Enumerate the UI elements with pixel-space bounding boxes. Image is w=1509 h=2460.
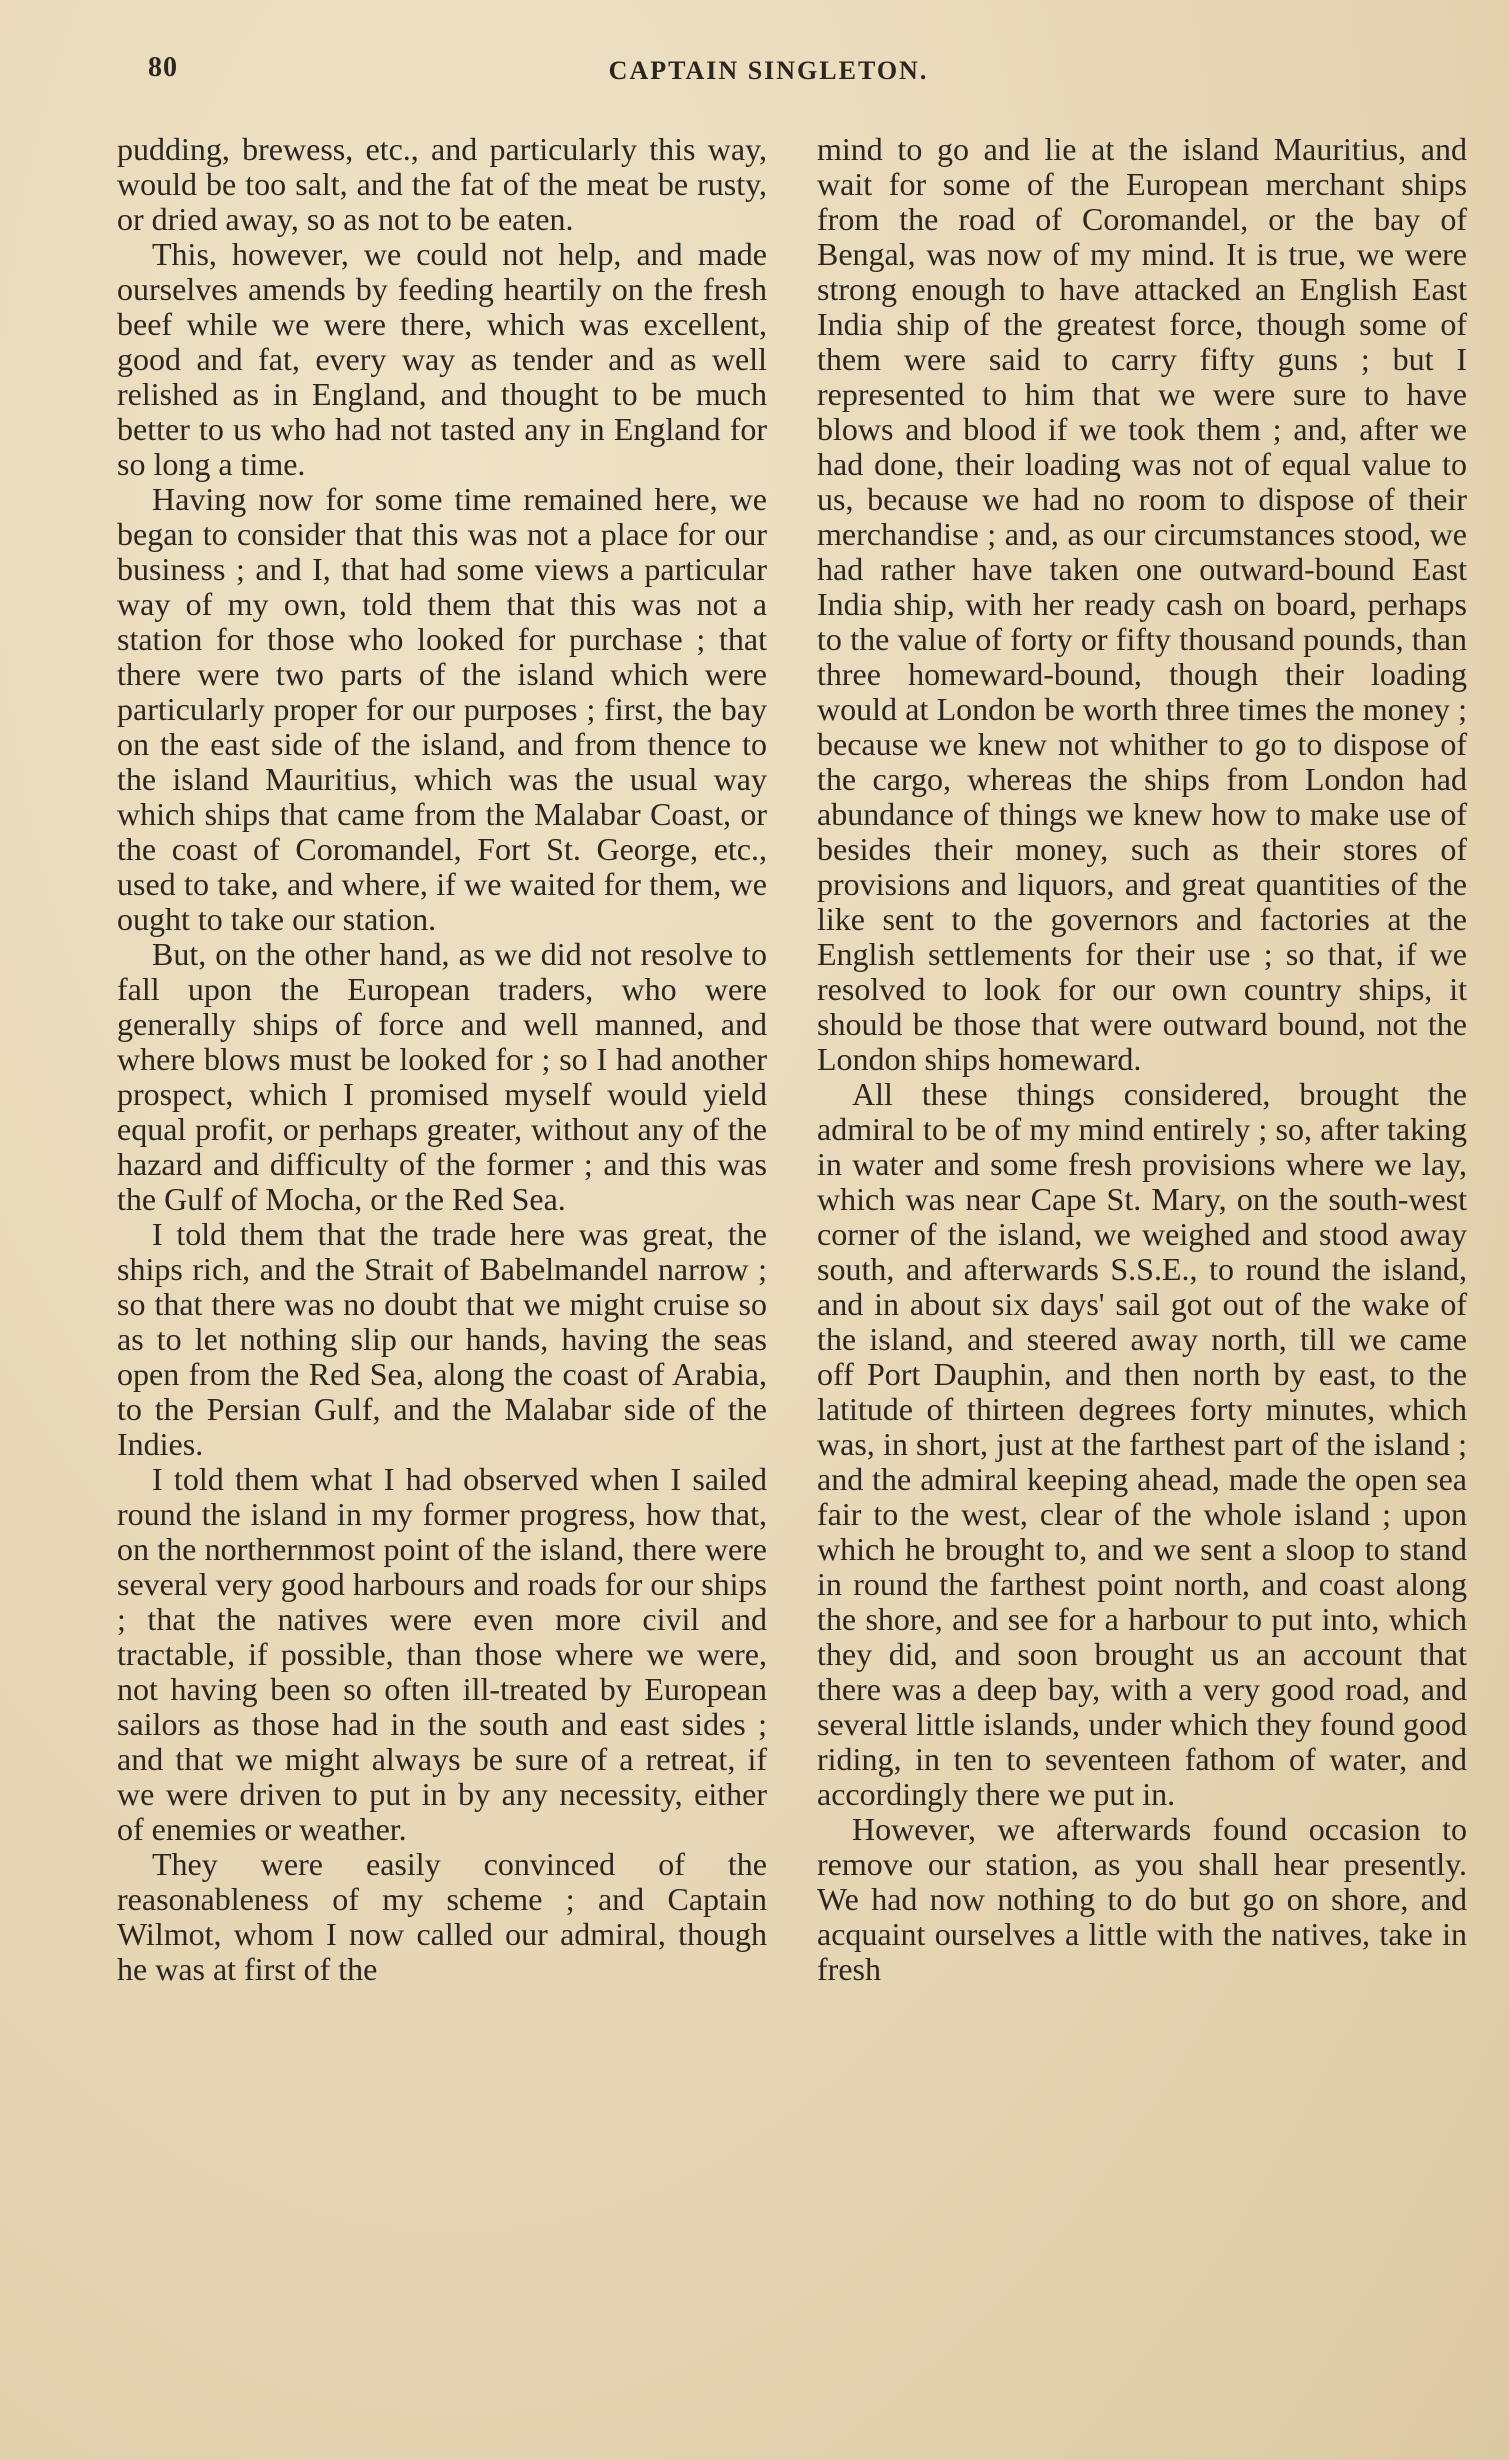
paragraph: pudding, brewess, etc., and particularly this way, would be too salt, and the fat of the meat be rusty, or dried away, so as not to be eaten. xyxy=(117,131,767,237)
paragraph: I told them that the trade here was great, the ships rich, and the Strait of Babelmandel narrow ; so that there was no doubt that we might cruise so as to let nothing slip our hands, having the seas open from the Red Sea, along the coast of Arabia, to the Persian Gulf, and the Malabar side of the Indies. xyxy=(117,1216,767,1462)
page-number: 80 xyxy=(148,52,178,83)
paragraph: I told them what I had observed when I sailed round the island in my former progress, how that, on the northernmost point of the island, there were several very good harbours and roads for our ships ; that the natives were even more civil and tractable, if possible, than those where we were, not having been so often ill-treated by European sailors as those had in the south and east sides ; and that we might always be sure of a retreat, if we were driven to put in by any necessity, either of enemies or weather. xyxy=(117,1461,767,1847)
paragraph: mind to go and lie at the island Mauritius, and wait for some of the European merchant ships from the road of Coromandel, or the bay of Bengal, was now of my mind. It is true, we were strong enough to have attacked an English East India ship of the greatest force, though some of them were said to carry fifty guns ; but I represented to him that we were sure to have blows and blood if we took them ; and, after we had done, their loading was not of equal value to us, because we had no room to dispose of their merchandise ; and, as our circumstances stood, we had rather have taken one outward-bound East India ship, with her ready cash on board, perhaps to the value of forty or fifty thousand pounds, than three homeward-bound, though their loading would at London be worth three times the money ; because we knew not whither to go to dispose of the cargo, whereas the ships from London had abundance of things we knew how to make use of besides their money, such as their stores of provisions and liquors, and great quantities of the like sent to the governors and factories at the English settlements for their use ; so that, if we resolved to look for our own country ships, it should be those that were outward bound, not the London ships homeward. xyxy=(817,131,1467,1077)
paragraph: But, on the other hand, as we did not resolve to fall upon the European traders, who were generally ships of force and well manned, and where blows must be looked for ; so I had another prospect, which I promised myself would yield equal profit, or perhaps greater, without any of the hazard and difficulty of the former ; and this was the Gulf of Mocha, or the Red Sea. xyxy=(117,936,767,1217)
page-header xyxy=(148,52,1389,92)
paragraph: They were easily convinced of the reasonableness of my scheme ; and Captain Wilmot, whom I now called our admiral, though he was at first of the xyxy=(117,1846,767,1987)
paragraph: Having now for some time remained here, we began to consider that this was not a place for our business ; and I, that had some views a particular way of my own, told them that this was not a station for those who looked for purchase ; that there were two parts of the island which were particularly proper for our purposes ; first, the bay on the east side of the island, and from thence to the island Mauritius, which was the usual way which ships that came from the Malabar Coast, or the coast of Coromandel, Fort St. George, etc., used to take, and where, if we waited for them, we ought to take our station. xyxy=(117,481,767,937)
left-column xyxy=(117,132,767,1987)
running-title: CAPTAIN SINGLETON. xyxy=(608,56,929,85)
right-column xyxy=(817,132,1467,1987)
paragraph: This, however, we could not help, and made ourselves amends by feeding heartily on the fresh beef while we were there, which was excellent, good and fat, every way as tender and as well relished as in England, and thought to be much better to us who had not tasted any in England for so long a time. xyxy=(117,236,767,482)
paragraph: However, we afterwards found occasion to remove our station, as you shall hear presently. We had now nothing to do but go on shore, and acquaint ourselves a little with the natives, take in fresh xyxy=(817,1811,1467,1987)
paragraph: All these things considered, brought the admiral to be of my mind entirely ; so, after taking in water and some fresh provisions where we lay, which was near Cape St. Mary, on the south-west corner of the island, we weighed and stood away south, and afterwards S.S.E., to round the island, and in about six days' sail got out of the wake of the island, and steered away north, till we came off Port Dauphin, and then north by east, to the latitude of thirteen degrees forty minutes, which was, in short, just at the farthest part of the island ; and the admiral keeping ahead, made the open sea fair to the west, clear of the whole island ; upon which he brought to, and we sent a sloop to stand in round the farthest point north, and coast along the shore, and see for a harbour to put into, which they did, and soon brought us an account that there was a deep bay, with a very good road, and several little islands, under which they found good riding, in ten to seventeen fathom of water, and accordingly there we put in. xyxy=(817,1076,1467,1812)
